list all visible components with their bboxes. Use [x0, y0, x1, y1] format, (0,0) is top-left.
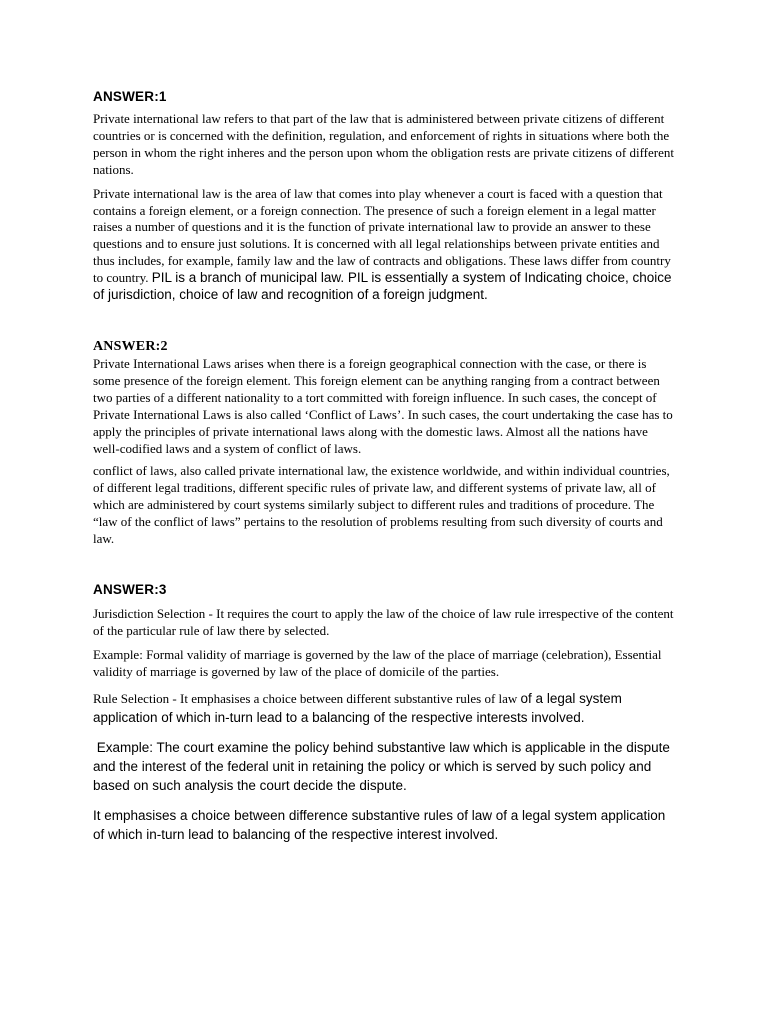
answer-3-paragraph-1: Jurisdiction Selection - It requires the court to apply the law of the choice of law rule irrespective of the content of the particular rule of law there by selected. [93, 605, 674, 638]
answer-3-paragraph-3-head: Rule Selection - It emphasises a choice between different substantive rules of law [93, 690, 518, 706]
answer-3-paragraph-4: Example: The court examine the policy behind substantive law which is applicable in the dispute and the interest of the federal unit in retaining the policy or which is served by such policy and based on such analysis the court decide the dispute. [93, 739, 674, 793]
answer-3-paragraph-3-tail: of a legal system application of which in-turn lead to a balancing of the respective interests involved. [93, 690, 622, 725]
answer-2-paragraph-1: Private International Laws arises when there is a foreign geographical connection with the case, or there is some presence of the foreign element. This foreign element can be anything ranging from a contract between two parties of a different nationality to a tort committed with foreign influence. In such cases, the concept of Private International Laws is also called ‘Conflict of Laws’. In such cases, the court undertaking the case has to apply the principles of private international laws along with the domestic laws. Almost all the nations have well-codified laws and a system of conflict of laws. [93, 355, 673, 456]
answer-1-heading: ANSWER:1 [93, 89, 167, 104]
answer-2-heading: ANSWER:2 [93, 338, 168, 354]
answer-3-paragraph-5: It emphasises a choice between difference substantive rules of law of a legal system application of which in-turn lead to balancing of the respective interest involved. [93, 807, 666, 842]
answer-2-paragraph-2: conflict of laws, also called private international law, the existence worldwide, and within individual countries, of different legal traditions, different specific rules of private law, and different systems of private law, all of which are administered by court systems similarly subject to different rules and traditions of procedure. The “law of the conflict of laws” pertains to the resolution of problems resulting from such diversity of courts and law. [93, 463, 670, 547]
answer-3-heading: ANSWER:3 [93, 581, 167, 597]
answer-1-paragraph-2 [93, 186, 676, 304]
answer-3-paragraph-2: Example: Formal validity of marriage is governed by the law of the place of marriage (celebration), Essential validity of marriage is governed by law of the place of domicile of the parties. [93, 646, 662, 679]
document-page [93, 88, 676, 844]
answer-1-paragraph-2-text: Private international law is the area of law that comes into play whenever a court is faced with a question that contains a foreign element, or a foreign connection. The presence of such a foreign element in a legal matter raises a number of questions and it is the function of private international law to provide an answer to these questions and to ensure just solutions. It is concerned with all legal relationships between private entities and thus includes, for example, family law and the law of contracts and obligations. These laws differ from country to country. [93, 185, 671, 286]
answer-3-paragraph-3 [93, 689, 676, 727]
answer-1-paragraph-1: Private international law refers to that part of the law that is administered between private citizens of different countries or is concerned with the definition, regulation, and enforcement of rights in situations where both the person in whom the right inheres and the person upon whom the obligation rests are private citizens of different nations. [93, 111, 674, 177]
answer-1-paragraph-2-tail: PIL is a branch of municipal law. PIL is essentially a system of Indicating choice, choice of jurisdiction, choice of law and recognition of a foreign judgment. [93, 270, 672, 303]
